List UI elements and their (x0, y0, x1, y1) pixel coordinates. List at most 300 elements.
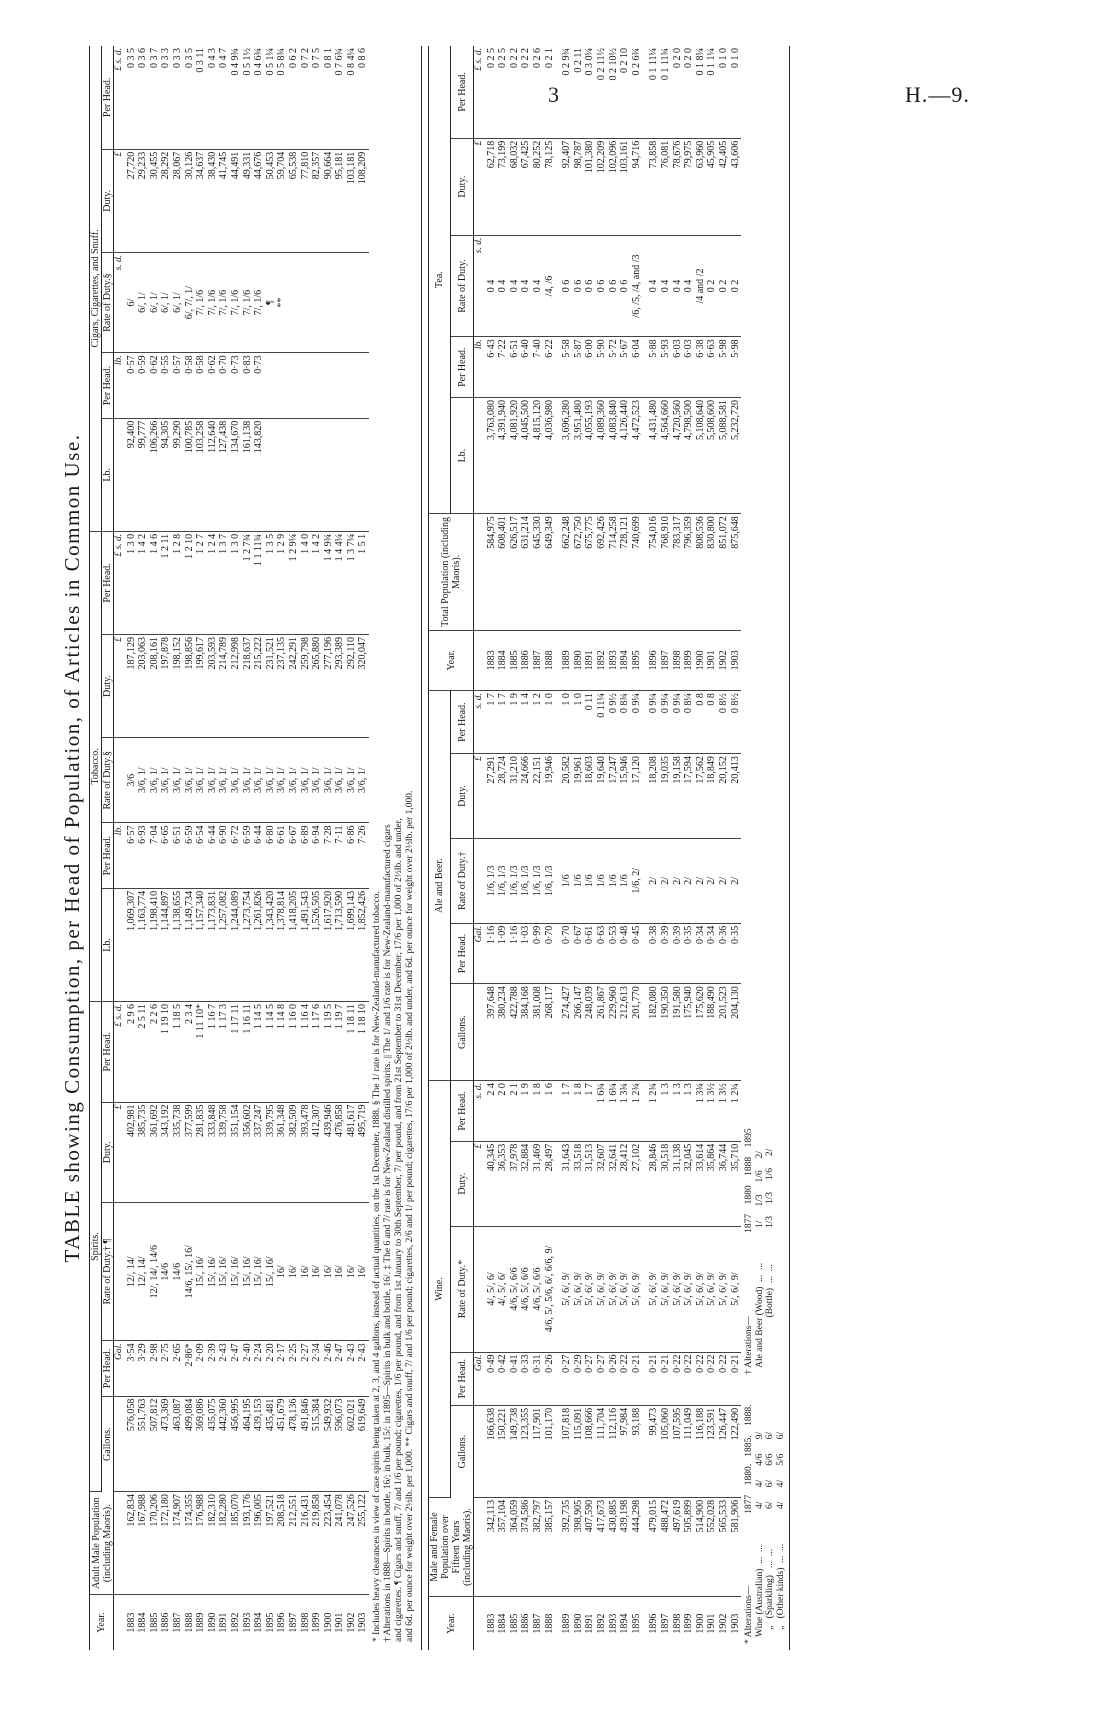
table-cell: 12/, 14/ (126, 1203, 138, 1341)
table-cell: 1 16 7 (207, 1001, 219, 1102)
table-cell: 102,096 (608, 138, 620, 235)
table-cell: 0 8¾ (619, 691, 631, 754)
table-cell: 185,070 (230, 1492, 242, 1595)
table-cell: 0 2 2 (520, 46, 532, 138)
table-cell: 204,130 (730, 984, 742, 1081)
group-header-tea: Tea. (429, 46, 451, 514)
table-cell: 0·22 (672, 1352, 684, 1405)
alterations-notes (741, 46, 789, 1650)
table-cell: 67,425 (520, 138, 532, 235)
table-cell: 5,508,600 (706, 397, 718, 513)
table-row (126, 46, 138, 1650)
table-cell: 1883 (485, 1613, 497, 1634)
table-cell: 1900 (322, 1612, 334, 1633)
table-cell: 208,518 (276, 1492, 288, 1595)
table-cell: 1 18 11 (346, 1001, 358, 1102)
table-row (706, 46, 718, 1650)
table-cell: 28,292 (160, 149, 172, 252)
unit-cell (114, 888, 126, 1001)
table-cell: 7/, 1/6 (242, 252, 254, 353)
table-cell: 1/6 (573, 838, 585, 923)
table-cell: 20,582 (561, 754, 573, 839)
table-cell: 0 2 1 (544, 46, 556, 138)
table-cell: 63,960 (695, 138, 707, 235)
table-cell: 382,797 (532, 1497, 544, 1596)
table-cell: 2 4 (486, 1081, 498, 1142)
footnote-line: and 6d. per ounce for weight over 2½lb. per 1,000. ** Cigars and snuff, 7/ and 1/6 per pound; cigarettes, 2/6 and 1/ per pound; cigarettes, 17/6 per 1,000 of 2½lb. and under, and 6d. per ounce for weight over 2½lb. per 1,000. (405, 790, 416, 1642)
table-cell: 393,478 (300, 1102, 312, 1203)
table-cell: 0·31 (532, 1352, 544, 1405)
table-cell: 672,750 (573, 514, 585, 630)
table-cell: 15/, 16/ (218, 1203, 230, 1341)
table-row (573, 46, 585, 1650)
table-cell: 5/, 6/, 9/ (648, 1226, 660, 1352)
table-cell: 478,136 (288, 1396, 300, 1492)
table-cell: 117,901 (532, 1405, 544, 1497)
table-row (242, 46, 254, 1650)
table-row (253, 46, 265, 1650)
unit-cell: s. d. (114, 252, 126, 353)
unit-cell: Gal. (114, 1341, 126, 1396)
table-cell: 123,591 (706, 1405, 718, 1497)
table-cell: 439,946 (323, 1102, 335, 1203)
table-cell: 6·61 (276, 823, 288, 888)
table-cell: 1,699,143 (346, 888, 358, 1001)
table-cell: 1901 (706, 630, 718, 691)
table-cell: 1887 (532, 630, 544, 691)
table-cell: 435,075 (207, 1396, 219, 1492)
table-cell: 649,349 (544, 514, 556, 630)
table-cell: 5/, 6/, 9/ (584, 1226, 596, 1352)
table-cell: 82,357 (311, 149, 323, 252)
table-cell: 4,798,500 (683, 397, 695, 513)
table-cell: 0 2 11½ (596, 46, 608, 138)
table-cell: 98,787 (573, 138, 585, 235)
table-cell: 265,880 (311, 634, 323, 737)
table-cell: 0 4 3 (207, 46, 219, 149)
table-cell: 103,258 (195, 418, 207, 531)
table-cell: 2·43 (218, 1341, 230, 1396)
table-cell: 1,343,420 (265, 888, 277, 1001)
table-cell: 0 3 0¼ (584, 46, 596, 138)
col-header: Adult Male Population (including Maoris). (90, 1492, 114, 1595)
col-header: Per Head. (451, 691, 474, 754)
table-cell: 384,168 (520, 984, 532, 1081)
table-cell: 229,960 (608, 984, 620, 1081)
upper-table (90, 46, 369, 1650)
table-cell (300, 252, 312, 353)
table-cell: 728,121 (619, 514, 631, 630)
table-cell: 4,089,360 (596, 397, 608, 513)
col-header: Duty. (451, 138, 474, 235)
table-cell: 17,247 (608, 754, 620, 839)
table-cell: 188,490 (706, 984, 718, 1081)
table-cell: 201,523 (718, 984, 730, 1081)
table-cell: 0 2 6 (532, 46, 544, 138)
table-cell (265, 418, 277, 531)
table-cell: 97,984 (619, 1405, 631, 1497)
table-cell: 15/, 16/ (242, 1203, 254, 1341)
table-cell: 1 16 11 (242, 1001, 254, 1102)
table-cell: 1883 (486, 630, 498, 691)
table-cell: 1902 (718, 630, 730, 691)
unit-cell (474, 630, 486, 691)
col-header: Per Head. (102, 1001, 114, 1102)
table-cell: 15/, 16/ (207, 1203, 219, 1341)
table-cell: 6/, 1/ (149, 252, 161, 353)
table-row (730, 46, 742, 1650)
table-cell: 1 17 3 (218, 1001, 230, 1102)
table-cell: 584,975 (486, 514, 498, 630)
table-cell: 0 2 9¾ (561, 46, 573, 138)
table-cell: 28,846 (648, 1141, 660, 1226)
table-row (357, 46, 369, 1650)
table-cell: 608,401 (497, 514, 509, 630)
table-cell: 576,058 (126, 1396, 138, 1492)
table-cell: 1 3½ (706, 1081, 718, 1142)
unit-cell: s. d. (474, 235, 486, 337)
table-cell: 385,157 (544, 1497, 556, 1596)
table-cell: 1 2 4 (207, 531, 219, 634)
table-cell: 1887 (532, 1613, 544, 1634)
table-cell: 116,188 (695, 1405, 707, 1497)
lower-table-section (428, 46, 790, 1650)
table-cell: 768,910 (660, 514, 672, 630)
table-cell (323, 252, 335, 353)
table-cell: 364,059 (509, 1497, 521, 1596)
units-row (474, 46, 486, 1650)
table-cell: 215,222 (253, 634, 265, 737)
table-cell: 1,852,426 (357, 888, 369, 1001)
table-row (520, 46, 532, 1650)
table-cell: 2·47 (334, 1341, 346, 1396)
table-cell: 182,280 (218, 1492, 230, 1595)
table-cell: 0 6 (584, 235, 596, 337)
table-cell: 1889 (195, 1612, 207, 1633)
table-cell (334, 418, 346, 531)
unit-cell: £ s. d. (474, 46, 486, 138)
table-cell (288, 252, 300, 353)
table-cell: 1 2 (532, 691, 544, 754)
table-cell: 0 3 3 (172, 46, 184, 149)
table-cell: 0·26 (608, 1352, 620, 1405)
table-cell: 0 1 0 (730, 46, 742, 138)
table-cell: 1 2 9 (276, 531, 288, 634)
table-cell: 0·22 (683, 1352, 695, 1405)
table-cell: 6·90 (218, 823, 230, 888)
table-cell: 277,196 (323, 634, 335, 737)
table-cell: 1 4 0 (300, 531, 312, 634)
table-cell: 0 1 11¼ (648, 46, 660, 138)
table-cell: 0·99 (532, 923, 544, 984)
table-cell: 274,427 (561, 984, 573, 1081)
table-cell: 645,330 (532, 514, 544, 630)
unit-cell (474, 984, 486, 1081)
table-cell: 1891 (584, 630, 596, 691)
unit-cell: Gal. (474, 1352, 486, 1405)
unit-cell (474, 1597, 486, 1650)
table-cell: 0·59 (137, 353, 149, 418)
table-cell: 3,951,480 (573, 397, 585, 513)
table-cell: 0·62 (207, 353, 219, 418)
table-cell: 106,266 (149, 418, 161, 531)
table-cell: 1 3¾ (695, 1081, 707, 1142)
table-cell: 166,638 (486, 1405, 498, 1497)
table-cell: 875,648 (730, 514, 742, 630)
table-cell: 92,400 (126, 418, 138, 531)
table-cell: 1893 (607, 1613, 619, 1634)
table-cell: 1 3 (683, 1081, 695, 1142)
table-cell: 3/6, 1/ (230, 738, 242, 823)
table-cell: 65,538 (288, 149, 300, 252)
table-cell: 1893 (241, 1612, 253, 1633)
table-cell: 176,988 (195, 1492, 207, 1595)
table-cell: 1/6, 1/3 (497, 838, 509, 923)
table-cell: 0 3 7 (149, 46, 161, 149)
unit-cell: £ (474, 138, 486, 235)
table-cell: 6·51 (172, 823, 184, 888)
table-row (718, 46, 730, 1650)
table-cell: 0·27 (596, 1352, 608, 1405)
unit-cell (114, 1396, 126, 1492)
table-cell: 1899 (311, 1612, 323, 1633)
table-cell: 107,595 (672, 1405, 684, 1497)
table-cell: 42,405 (718, 138, 730, 235)
table-cell: 6·93 (137, 823, 149, 888)
table-cell: 4/6, 5/, 5/6, 6/, 6/6, 9/ (544, 1226, 556, 1352)
col-header: Gallons. (451, 984, 474, 1081)
table-cell: 174,355 (184, 1492, 196, 1595)
table-cell: 218,637 (242, 634, 254, 737)
table-cell: 1884 (137, 1612, 149, 1633)
table-cell: 675,775 (584, 514, 596, 630)
alterations-wine-rates: 1877 1880. 1885. 1888. 4/ 4/ 4/6 9/ 6/ 6/ 6/6 6/ 4/ 4/ 5/6 6/ (744, 1404, 786, 1514)
table-row (276, 46, 288, 1650)
table-cell: 38,430 (207, 149, 219, 252)
table-cell (357, 353, 369, 418)
table-cell: 0 2 6¾ (631, 46, 643, 138)
table-cell: 382,509 (288, 1102, 300, 1203)
table-cell: 212,613 (619, 984, 631, 1081)
unit-cell (114, 418, 126, 531)
table-cell: 1896 (648, 630, 660, 691)
table-cell: 1889 (561, 1613, 573, 1634)
table-cell: 0·35 (730, 923, 742, 984)
table-cell: 24,666 (520, 754, 532, 839)
table-cell: 203,593 (207, 634, 219, 737)
table-cell: 80,252 (532, 138, 544, 235)
table-cell: 126,447 (718, 1405, 730, 1497)
table-cell: 1901 (334, 1612, 346, 1633)
table-cell: 662,248 (561, 514, 573, 630)
table-cell: 1892 (596, 1613, 607, 1634)
table-cell: 3/6, 1/ (137, 738, 149, 823)
table-cell: 15/, 16/ (230, 1203, 242, 1341)
table-cell: 1,713,590 (334, 888, 346, 1001)
unit-cell (474, 1497, 486, 1596)
table-cell: 62,718 (486, 138, 498, 235)
table-cell: 0·22 (695, 1352, 707, 1405)
table-cell: 1885 (509, 630, 521, 691)
table-cell: 4,472,523 (631, 397, 643, 513)
table-cell: 255,122 (357, 1492, 369, 1595)
table-cell: 0·33 (520, 1352, 532, 1405)
table-cell: 167,988 (137, 1492, 149, 1595)
table-cell: 377,599 (184, 1102, 196, 1203)
table-cell (311, 353, 323, 418)
table-cell: 1 4 4¼ (334, 531, 346, 634)
table-cell: 4,036,980 (544, 397, 556, 513)
table-cell: 5·98 (730, 337, 742, 398)
table-row (608, 46, 620, 1650)
table-cell: 1888 (183, 1612, 195, 1633)
unit-cell: £ (114, 1102, 126, 1203)
table-cell: 0 9¼ (648, 691, 660, 754)
table-cell: 182,310 (207, 1492, 219, 1595)
table-cell: 223,454 (323, 1492, 335, 1595)
table-cell: 1885 (508, 1613, 520, 1634)
table-cell: 495,719 (357, 1102, 369, 1203)
table-cell: 3/6, 1/ (149, 738, 161, 823)
table-cell: 0·45 (631, 923, 643, 984)
table-cell: 0 6 (619, 235, 631, 337)
table-cell: 0 6 (608, 235, 620, 337)
table-cell (276, 418, 288, 531)
table-cell: 0·29 (573, 1352, 585, 1405)
table-cell: 5·87 (573, 337, 585, 398)
table-cell: 0 8¼ (683, 691, 695, 754)
table-cell: 3/6, 1/ (160, 738, 172, 823)
table-cell: 1887 (171, 1612, 183, 1633)
table-row (265, 46, 277, 1650)
table-cell: 5/, 6/, 9/ (672, 1226, 684, 1352)
table-row (683, 46, 695, 1650)
table-cell: 2·46 (323, 1341, 335, 1396)
table-cell: 14/6 (160, 1203, 172, 1341)
table-cell: 0 1 1¼ (706, 46, 718, 138)
table-cell: 16/ (357, 1203, 369, 1341)
table-cell: 6·80 (265, 823, 277, 888)
unit-cell (474, 514, 486, 630)
table-cell: 112,640 (207, 418, 219, 531)
table-cell: 219,858 (311, 1492, 323, 1595)
table-cell: 5·67 (619, 337, 631, 398)
table-cell (357, 418, 369, 531)
table-cell: 0 2 5 (497, 46, 509, 138)
table-cell: 19,961 (573, 754, 585, 839)
table-cell: 4,720,560 (672, 397, 684, 513)
col-header: Total Population (including Maoris). (429, 514, 474, 630)
table-cell: 0·55 (160, 353, 172, 418)
table-cell: 293,389 (334, 634, 346, 737)
table-cell: 3/6, 1/ (195, 738, 207, 823)
table-cell: 16/ (300, 1203, 312, 1341)
table-cell: 0·27 (561, 1352, 573, 1405)
table-cell: 5/, 6/, 9/ (596, 1226, 608, 1352)
table-cell (288, 418, 300, 531)
table-cell: 2·24 (253, 1341, 265, 1396)
table-cell: 1 7 (561, 1081, 573, 1142)
table-cell: 7·04 (149, 823, 161, 888)
table-cell: 3/6, 1/ (323, 738, 335, 823)
table-row (631, 46, 643, 1650)
table-cell: 73,199 (497, 138, 509, 235)
table-cell: 0 6 (561, 235, 573, 337)
table-cell: 1/6 (619, 838, 631, 923)
table-cell: 34,637 (195, 149, 207, 252)
table-cell: 2/ (672, 838, 684, 923)
group-header-cigars: Cigars, Cigarettes, and Snuff. (90, 46, 102, 531)
table-cell: 565,533 (718, 1497, 730, 1596)
table-cell: 2/ (730, 838, 742, 923)
table-cell: 0·27 (584, 1352, 596, 1405)
table-cell: 1 4 9¾ (323, 531, 335, 634)
table-row (509, 46, 521, 1650)
table-cell: 19,035 (660, 754, 672, 839)
table-cell: 1 3 7¼ (346, 531, 358, 634)
table-cell: 0 11 (584, 691, 596, 754)
table-row (172, 46, 184, 1650)
table-cell: 1892 (596, 630, 608, 691)
table-cell: 6·43 (486, 337, 498, 398)
table-cell: 16/ (288, 1203, 300, 1341)
table-cell: 1 11 10* (195, 1001, 207, 1102)
table-cell: 6·67 (288, 823, 300, 888)
table-row (619, 46, 631, 1650)
table-cell: 1,149,734 (184, 888, 196, 1001)
col-header: Rate of Duty.§ (102, 738, 114, 823)
table-row (230, 46, 242, 1650)
table-cell: 6·57 (126, 823, 138, 888)
table-cell: 12/, 14/ (137, 1203, 149, 1341)
table-cell: 2·17 (276, 1341, 288, 1396)
table-cell: 361,348 (276, 1102, 288, 1203)
table-row (561, 46, 573, 1650)
table-cell: 422,788 (509, 984, 521, 1081)
table-cell: 1 14 5 (253, 1001, 265, 1102)
table-cell: 4,081,920 (509, 397, 521, 513)
table-cell: 191,580 (672, 984, 684, 1081)
table-cell: 78,676 (672, 138, 684, 235)
table-cell: 73,858 (648, 138, 660, 235)
col-header: Per Head. (451, 1352, 474, 1405)
table-cell: 1/6, 1/3 (509, 838, 521, 923)
table-cell: 740,699 (631, 514, 643, 630)
table-cell: 2·25 (288, 1341, 300, 1396)
table-cell: 18,603 (584, 754, 596, 839)
table-cell: 2/ (660, 838, 672, 923)
table-cell: 0 7 5 (311, 46, 323, 149)
table-cell: 6·89 (300, 823, 312, 888)
col-header: Rate of Duty.† (451, 838, 474, 923)
table-cell: 7·28 (323, 823, 335, 888)
table-cell: 50,453 (265, 149, 277, 252)
table-cell: 0 1 8¼ (695, 46, 707, 138)
table-cell: 3/6, 1/ (357, 738, 369, 823)
table-cell: 385,735 (137, 1102, 149, 1203)
table-cell: 3·29 (137, 1341, 149, 1396)
table-cell: 0 9¼ (631, 691, 643, 754)
table-cell: 6/, 1/ (160, 252, 172, 353)
table-cell: 1 3½ (718, 1081, 730, 1142)
table-cell: 4,431,480 (648, 397, 660, 513)
table-cell: 20,152 (718, 754, 730, 839)
table-cell: 0·34 (695, 923, 707, 984)
unit-cell: £ s. d. (114, 531, 126, 634)
table-cell: 0·35 (683, 923, 695, 984)
col-header: Year. (90, 1595, 114, 1650)
table-cell: 4,815,120 (532, 397, 544, 513)
